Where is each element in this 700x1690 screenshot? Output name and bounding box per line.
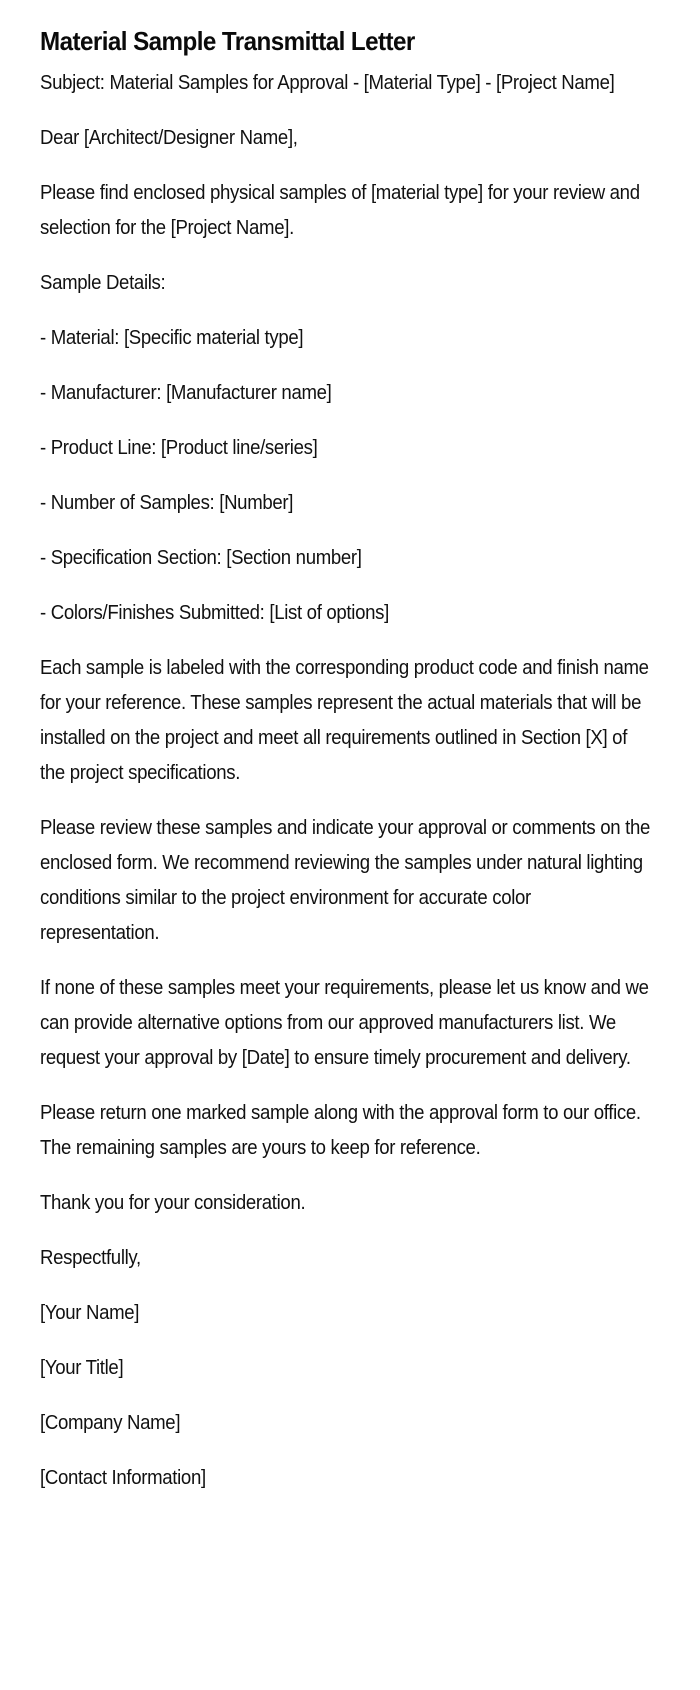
body-paragraph-labeling: Each sample is labeled with the corresponding product code and finish name for your reference. These samples represent the actual materials that will be installed on the project and meet all requirements outlined in Section [X] of the project specifications. <box>40 657 649 784</box>
detail-material: - Material: [Specific material type] <box>40 327 304 349</box>
detail-number-of-samples: - Number of Samples: [Number] <box>40 492 294 514</box>
detail-product-line: - Product Line: [Product line/series] <box>40 437 318 459</box>
closing-thanks: Thank you for your consideration. <box>40 1192 306 1214</box>
body-paragraph-alternatives: If none of these samples meet your requirements, please let us know and we can provide alternative options from our approved manufacturers list. We request your approval by [Date] to ensure timely procurement and delivery. <box>40 977 649 1069</box>
detail-colors-finishes: - Colors/Finishes Submitted: [List of options] <box>40 602 389 624</box>
signature-company: [Company Name] <box>40 1412 181 1434</box>
signature-title: [Your Title] <box>40 1357 124 1379</box>
document-title: Material Sample Transmittal Letter <box>40 26 415 56</box>
body-paragraph-review: Please review these samples and indicate your approval or comments on the enclosed form. We recommend reviewing the samples under natural lighting conditions similar to the project environment for accurate color representation. <box>40 817 651 944</box>
body-paragraph-return: Please return one marked sample along with the approval form to our office. The remaining samples are yours to keep for reference. <box>40 1102 641 1159</box>
sign-off: Respectfully, <box>40 1247 141 1269</box>
detail-specification-section: - Specification Section: [Section number] <box>40 547 362 569</box>
salutation: Dear [Architect/Designer Name], <box>40 127 298 149</box>
signature-contact: [Contact Information] <box>40 1467 206 1489</box>
signature-name: [Your Name] <box>40 1302 140 1324</box>
intro-paragraph: Please find enclosed physical samples of [material type] for your review and selection for the [Project Name]. <box>40 182 640 239</box>
subject-line: Subject: Material Samples for Approval - [Material Type] - [Project Name] <box>40 72 615 94</box>
sample-details-heading: Sample Details: <box>40 272 166 294</box>
detail-manufacturer: - Manufacturer: [Manufacturer name] <box>40 382 332 404</box>
